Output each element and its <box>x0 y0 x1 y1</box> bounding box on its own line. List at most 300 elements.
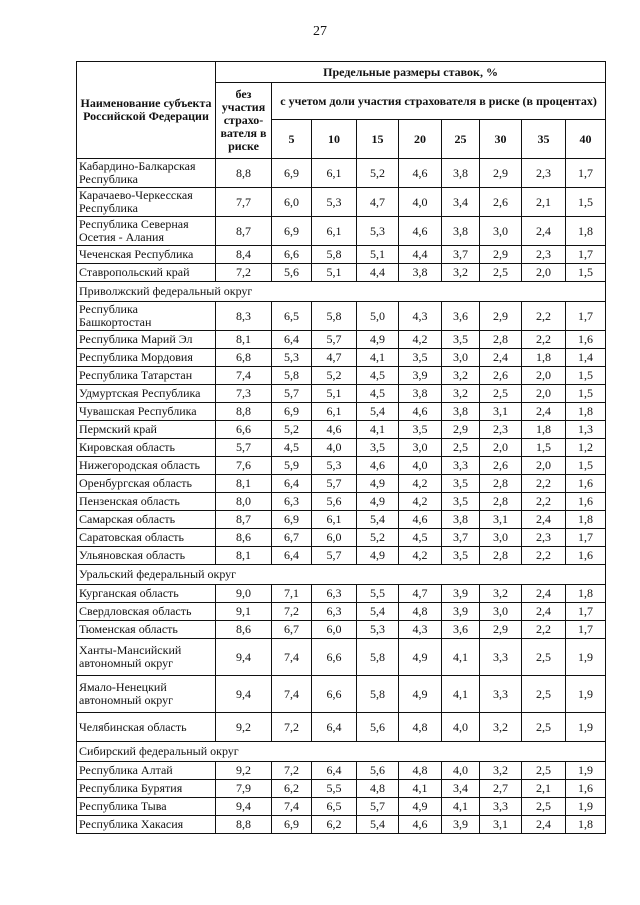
rate-share-35: 2,4 <box>522 603 566 621</box>
rate-share-25: 3,9 <box>442 585 480 603</box>
rate-share-20: 3,5 <box>399 349 442 367</box>
rate-share-40: 1,8 <box>566 217 606 246</box>
rate-share-40: 1,2 <box>566 439 606 457</box>
rate-share-5: 6,4 <box>272 475 312 493</box>
region-name: Республика Алтай <box>77 762 216 780</box>
rate-share-15: 5,3 <box>357 217 399 246</box>
rate-share-5: 6,4 <box>272 331 312 349</box>
rate-share-25: 3,8 <box>442 217 480 246</box>
rate-without-participation: 5,7 <box>216 439 272 457</box>
rate-share-40: 1,7 <box>566 159 606 188</box>
rate-share-30: 3,0 <box>480 529 522 547</box>
rate-share-10: 5,3 <box>312 188 357 217</box>
section-row <box>77 282 606 302</box>
rate-share-25: 3,9 <box>442 816 480 834</box>
rate-without-participation: 8,1 <box>216 547 272 565</box>
rate-share-10: 5,5 <box>312 780 357 798</box>
region-name: Саратовская область <box>77 529 216 547</box>
rate-share-25: 3,7 <box>442 529 480 547</box>
rate-share-25: 3,8 <box>442 159 480 188</box>
table-row <box>77 331 606 349</box>
rate-share-20: 3,5 <box>399 421 442 439</box>
section-title: Сибирский федеральный округ <box>77 742 606 762</box>
rate-share-35: 2,5 <box>522 762 566 780</box>
region-name: Кировская область <box>77 439 216 457</box>
rate-share-25: 3,5 <box>442 493 480 511</box>
table-row <box>77 585 606 603</box>
table-row <box>77 639 606 676</box>
rate-share-35: 2,2 <box>522 547 566 565</box>
header-share-10: 10 <box>312 120 357 159</box>
rate-share-25: 3,3 <box>442 457 480 475</box>
rate-share-15: 5,1 <box>357 246 399 264</box>
rate-share-30: 2,9 <box>480 302 522 331</box>
region-name: Республика Бурятия <box>77 780 216 798</box>
rate-without-participation: 8,4 <box>216 246 272 264</box>
rate-without-participation: 8,6 <box>216 621 272 639</box>
rate-share-35: 1,5 <box>522 439 566 457</box>
header-share-5: 5 <box>272 120 312 159</box>
rate-share-10: 5,8 <box>312 246 357 264</box>
rate-share-5: 7,4 <box>272 639 312 676</box>
rate-share-35: 2,5 <box>522 676 566 713</box>
rate-without-participation: 7,2 <box>216 264 272 282</box>
header-share-20: 20 <box>399 120 442 159</box>
rate-share-25: 3,8 <box>442 511 480 529</box>
rate-share-35: 2,4 <box>522 511 566 529</box>
rate-share-25: 3,5 <box>442 475 480 493</box>
rate-share-40: 1,9 <box>566 798 606 816</box>
rate-share-20: 4,9 <box>399 639 442 676</box>
rate-share-10: 6,1 <box>312 511 357 529</box>
rate-share-40: 1,6 <box>566 780 606 798</box>
rate-share-5: 6,7 <box>272 529 312 547</box>
table-row <box>77 349 606 367</box>
rate-share-20: 4,6 <box>399 816 442 834</box>
table-row <box>77 676 606 713</box>
rate-share-30: 2,9 <box>480 246 522 264</box>
table-row <box>77 475 606 493</box>
rate-share-20: 4,6 <box>399 217 442 246</box>
rate-share-35: 2,1 <box>522 188 566 217</box>
rate-share-10: 6,3 <box>312 603 357 621</box>
rate-without-participation: 9,4 <box>216 676 272 713</box>
rate-share-10: 5,7 <box>312 331 357 349</box>
rate-without-participation: 6,6 <box>216 421 272 439</box>
rate-share-40: 1,5 <box>566 385 606 403</box>
rate-share-20: 3,8 <box>399 264 442 282</box>
rate-share-15: 4,9 <box>357 475 399 493</box>
rate-without-participation: 8,8 <box>216 403 272 421</box>
rate-share-25: 3,2 <box>442 385 480 403</box>
table-row <box>77 762 606 780</box>
rate-share-15: 5,4 <box>357 816 399 834</box>
rate-share-10: 6,6 <box>312 676 357 713</box>
table-row <box>77 385 606 403</box>
rate-share-10: 6,5 <box>312 798 357 816</box>
header-without-participation: без участия страхо-вателя в риске <box>216 83 272 159</box>
rate-share-5: 6,4 <box>272 547 312 565</box>
rate-share-5: 7,2 <box>272 762 312 780</box>
rate-share-15: 4,4 <box>357 264 399 282</box>
rate-share-30: 2,5 <box>480 264 522 282</box>
rate-share-25: 3,0 <box>442 349 480 367</box>
rate-share-25: 3,5 <box>442 547 480 565</box>
rate-share-15: 5,8 <box>357 676 399 713</box>
rate-share-15: 3,5 <box>357 439 399 457</box>
rate-share-5: 6,2 <box>272 780 312 798</box>
rate-share-35: 2,5 <box>522 798 566 816</box>
rate-share-10: 6,1 <box>312 217 357 246</box>
table-row <box>77 367 606 385</box>
table-row <box>77 493 606 511</box>
rate-share-5: 6,3 <box>272 493 312 511</box>
rate-share-10: 5,1 <box>312 264 357 282</box>
rate-share-30: 3,0 <box>480 603 522 621</box>
table-row <box>77 798 606 816</box>
rate-share-25: 4,1 <box>442 798 480 816</box>
rate-share-40: 1,5 <box>566 457 606 475</box>
table-row <box>77 421 606 439</box>
rate-share-20: 4,5 <box>399 529 442 547</box>
region-name: Кабардино-Балкарская Республика <box>77 159 216 188</box>
rate-share-5: 5,7 <box>272 385 312 403</box>
rate-share-35: 2,2 <box>522 475 566 493</box>
rate-share-20: 4,8 <box>399 603 442 621</box>
rate-share-25: 2,9 <box>442 421 480 439</box>
rate-share-25: 3,6 <box>442 302 480 331</box>
rate-share-30: 3,3 <box>480 676 522 713</box>
table-row <box>77 188 606 217</box>
rate-share-20: 4,6 <box>399 511 442 529</box>
table-row <box>77 529 606 547</box>
rate-share-5: 4,5 <box>272 439 312 457</box>
rate-share-40: 1,8 <box>566 511 606 529</box>
rate-share-30: 2,9 <box>480 621 522 639</box>
table-row <box>77 159 606 188</box>
rate-share-30: 2,8 <box>480 493 522 511</box>
region-name: Чеченская Республика <box>77 246 216 264</box>
region-name: Тюменская область <box>77 621 216 639</box>
rate-share-35: 2,1 <box>522 780 566 798</box>
rate-share-40: 1,8 <box>566 585 606 603</box>
rate-share-15: 5,0 <box>357 302 399 331</box>
rate-share-15: 5,2 <box>357 529 399 547</box>
rate-share-20: 4,0 <box>399 188 442 217</box>
rate-share-15: 4,9 <box>357 493 399 511</box>
rate-without-participation: 8,7 <box>216 511 272 529</box>
rate-without-participation: 8,7 <box>216 217 272 246</box>
rate-share-35: 2,0 <box>522 264 566 282</box>
rate-share-30: 3,3 <box>480 798 522 816</box>
rate-share-25: 3,2 <box>442 264 480 282</box>
rate-share-5: 6,9 <box>272 511 312 529</box>
rate-share-20: 3,8 <box>399 385 442 403</box>
rate-share-40: 1,9 <box>566 713 606 742</box>
region-name: Ханты-Мансийский автономный округ <box>77 639 216 676</box>
rate-share-40: 1,7 <box>566 529 606 547</box>
section-title: Приволжский федеральный округ <box>77 282 606 302</box>
rate-share-10: 4,7 <box>312 349 357 367</box>
rate-share-5: 6,9 <box>272 816 312 834</box>
rate-share-30: 2,8 <box>480 331 522 349</box>
rate-share-20: 4,4 <box>399 246 442 264</box>
rate-share-15: 4,9 <box>357 331 399 349</box>
rate-share-35: 2,3 <box>522 159 566 188</box>
rate-share-25: 4,1 <box>442 676 480 713</box>
rate-share-30: 2,3 <box>480 421 522 439</box>
rate-share-10: 6,4 <box>312 762 357 780</box>
region-name: Республика Северная Осетия - Алания <box>77 217 216 246</box>
rate-share-15: 5,8 <box>357 639 399 676</box>
rate-share-5: 7,2 <box>272 603 312 621</box>
rate-share-5: 7,4 <box>272 798 312 816</box>
rate-share-10: 5,1 <box>312 385 357 403</box>
rate-without-participation: 7,4 <box>216 367 272 385</box>
rate-share-25: 2,5 <box>442 439 480 457</box>
table-row <box>77 403 606 421</box>
rate-share-15: 4,1 <box>357 421 399 439</box>
rate-without-participation: 9,2 <box>216 713 272 742</box>
section-row <box>77 742 606 762</box>
rate-share-5: 6,9 <box>272 217 312 246</box>
region-name: Ульяновская область <box>77 547 216 565</box>
rate-share-25: 4,0 <box>442 713 480 742</box>
rate-share-30: 3,3 <box>480 639 522 676</box>
rate-share-5: 7,1 <box>272 585 312 603</box>
rate-share-30: 3,1 <box>480 511 522 529</box>
rate-share-40: 1,8 <box>566 816 606 834</box>
rate-share-5: 7,4 <box>272 676 312 713</box>
rate-without-participation: 9,4 <box>216 639 272 676</box>
rate-share-40: 1,8 <box>566 403 606 421</box>
rate-share-35: 2,2 <box>522 302 566 331</box>
rate-share-20: 3,9 <box>399 367 442 385</box>
region-name: Курганская область <box>77 585 216 603</box>
region-name: Оренбургская область <box>77 475 216 493</box>
rate-share-40: 1,9 <box>566 762 606 780</box>
rate-share-15: 4,5 <box>357 385 399 403</box>
rate-share-35: 1,8 <box>522 421 566 439</box>
rate-share-15: 4,7 <box>357 188 399 217</box>
rate-share-20: 4,7 <box>399 585 442 603</box>
rate-share-25: 3,7 <box>442 246 480 264</box>
rate-share-10: 6,1 <box>312 159 357 188</box>
rate-share-35: 2,0 <box>522 367 566 385</box>
rate-share-40: 1,7 <box>566 246 606 264</box>
rate-share-35: 1,8 <box>522 349 566 367</box>
rate-share-40: 1,6 <box>566 547 606 565</box>
rate-share-10: 5,8 <box>312 302 357 331</box>
rate-share-15: 5,5 <box>357 585 399 603</box>
rate-share-30: 3,2 <box>480 762 522 780</box>
rate-share-40: 1,5 <box>566 188 606 217</box>
rate-share-15: 5,4 <box>357 511 399 529</box>
rate-without-participation: 8,3 <box>216 302 272 331</box>
rate-share-25: 3,2 <box>442 367 480 385</box>
rate-share-15: 5,7 <box>357 798 399 816</box>
rate-without-participation: 9,1 <box>216 603 272 621</box>
rate-share-15: 5,6 <box>357 762 399 780</box>
rate-share-5: 5,9 <box>272 457 312 475</box>
header-share-30: 30 <box>480 120 522 159</box>
region-name: Республика Башкортостан <box>77 302 216 331</box>
section-title: Уральский федеральный округ <box>77 565 606 585</box>
rate-share-25: 4,1 <box>442 639 480 676</box>
table-row <box>77 816 606 834</box>
rate-share-25: 3,8 <box>442 403 480 421</box>
rate-share-30: 2,8 <box>480 547 522 565</box>
table-row <box>77 439 606 457</box>
rate-share-40: 1,5 <box>566 367 606 385</box>
rate-share-30: 2,5 <box>480 385 522 403</box>
rate-share-25: 3,6 <box>442 621 480 639</box>
rate-share-5: 6,9 <box>272 159 312 188</box>
region-name: Челябинская область <box>77 713 216 742</box>
rate-without-participation: 9,4 <box>216 798 272 816</box>
rate-share-30: 2,8 <box>480 475 522 493</box>
header-share-15: 15 <box>357 120 399 159</box>
rate-share-40: 1,7 <box>566 302 606 331</box>
table-row <box>77 780 606 798</box>
rate-share-5: 5,6 <box>272 264 312 282</box>
rate-share-35: 2,4 <box>522 816 566 834</box>
region-name: Чувашская Республика <box>77 403 216 421</box>
page-number: 27 <box>313 24 327 39</box>
rate-share-40: 1,3 <box>566 421 606 439</box>
region-name: Ставропольский край <box>77 264 216 282</box>
rate-share-35: 2,4 <box>522 217 566 246</box>
rate-share-10: 5,7 <box>312 547 357 565</box>
rate-share-15: 5,6 <box>357 713 399 742</box>
header-with-participation: с учетом доли участия страхователя в риске (в процентах) <box>272 83 606 120</box>
rate-share-25: 4,0 <box>442 762 480 780</box>
region-name: Карачаево-Черкесская Республика <box>77 188 216 217</box>
rate-share-40: 1,6 <box>566 493 606 511</box>
table-row <box>77 302 606 331</box>
rate-without-participation: 9,2 <box>216 762 272 780</box>
rate-share-20: 4,1 <box>399 780 442 798</box>
rate-share-10: 6,6 <box>312 639 357 676</box>
rate-share-35: 2,0 <box>522 457 566 475</box>
rate-share-20: 4,3 <box>399 302 442 331</box>
section-row <box>77 565 606 585</box>
rate-without-participation: 8,6 <box>216 529 272 547</box>
rate-share-30: 2,4 <box>480 349 522 367</box>
rate-share-40: 1,6 <box>566 331 606 349</box>
table-row <box>77 217 606 246</box>
region-name: Республика Татарстан <box>77 367 216 385</box>
rate-share-35: 2,2 <box>522 493 566 511</box>
region-name: Республика Марий Эл <box>77 331 216 349</box>
rate-share-15: 5,4 <box>357 403 399 421</box>
rate-without-participation: 6,8 <box>216 349 272 367</box>
rate-share-35: 2,5 <box>522 713 566 742</box>
region-name: Ямало-Ненецкий автономный округ <box>77 676 216 713</box>
rate-share-30: 2,0 <box>480 439 522 457</box>
rate-share-10: 6,4 <box>312 713 357 742</box>
rate-without-participation: 7,6 <box>216 457 272 475</box>
rate-share-15: 4,1 <box>357 349 399 367</box>
rate-share-10: 6,2 <box>312 816 357 834</box>
rate-share-25: 3,4 <box>442 780 480 798</box>
region-name: Республика Мордовия <box>77 349 216 367</box>
rate-share-30: 2,7 <box>480 780 522 798</box>
rate-share-20: 4,0 <box>399 457 442 475</box>
region-name: Нижегородская область <box>77 457 216 475</box>
rate-share-20: 4,9 <box>399 798 442 816</box>
table-row <box>77 246 606 264</box>
rate-share-5: 6,5 <box>272 302 312 331</box>
rate-share-10: 6,0 <box>312 621 357 639</box>
rate-share-20: 4,8 <box>399 762 442 780</box>
region-name: Пермский край <box>77 421 216 439</box>
rate-share-40: 1,9 <box>566 676 606 713</box>
rate-share-20: 4,2 <box>399 547 442 565</box>
rate-share-20: 4,2 <box>399 475 442 493</box>
header-share-40: 40 <box>566 120 606 159</box>
table-row <box>77 621 606 639</box>
rate-share-25: 3,4 <box>442 188 480 217</box>
rate-share-20: 4,9 <box>399 676 442 713</box>
rate-share-35: 2,3 <box>522 529 566 547</box>
rate-share-35: 2,5 <box>522 639 566 676</box>
rate-share-30: 3,1 <box>480 816 522 834</box>
rate-share-35: 2,0 <box>522 385 566 403</box>
header-share-35: 35 <box>522 120 566 159</box>
rate-share-40: 1,5 <box>566 264 606 282</box>
rate-share-30: 2,6 <box>480 367 522 385</box>
rate-share-10: 6,1 <box>312 403 357 421</box>
region-name: Удмуртская Республика <box>77 385 216 403</box>
table-row <box>77 603 606 621</box>
rate-share-15: 4,5 <box>357 367 399 385</box>
rate-without-participation: 9,0 <box>216 585 272 603</box>
rate-without-participation: 8,1 <box>216 331 272 349</box>
rate-share-30: 2,6 <box>480 457 522 475</box>
rate-share-5: 5,2 <box>272 421 312 439</box>
rate-share-20: 4,2 <box>399 493 442 511</box>
rate-share-15: 5,3 <box>357 621 399 639</box>
rate-share-20: 3,0 <box>399 439 442 457</box>
rate-share-5: 5,8 <box>272 367 312 385</box>
rate-share-20: 4,8 <box>399 713 442 742</box>
rate-share-35: 2,2 <box>522 331 566 349</box>
rate-share-30: 2,9 <box>480 159 522 188</box>
rate-share-20: 4,6 <box>399 403 442 421</box>
region-name: Свердловская область <box>77 603 216 621</box>
rate-without-participation: 7,3 <box>216 385 272 403</box>
rate-share-15: 4,9 <box>357 547 399 565</box>
rate-share-40: 1,6 <box>566 475 606 493</box>
table-row <box>77 264 606 282</box>
rate-share-35: 2,4 <box>522 403 566 421</box>
rate-share-10: 4,0 <box>312 439 357 457</box>
rate-share-30: 3,2 <box>480 585 522 603</box>
header-share-25: 25 <box>442 120 480 159</box>
rate-without-participation: 8,8 <box>216 159 272 188</box>
rate-share-30: 3,0 <box>480 217 522 246</box>
table-row <box>77 713 606 742</box>
rate-share-15: 4,6 <box>357 457 399 475</box>
rate-share-15: 5,4 <box>357 603 399 621</box>
rate-share-30: 3,1 <box>480 403 522 421</box>
table-row <box>77 547 606 565</box>
rate-share-30: 3,2 <box>480 713 522 742</box>
region-name: Самарская область <box>77 511 216 529</box>
table-row <box>77 511 606 529</box>
rate-share-40: 1,9 <box>566 639 606 676</box>
